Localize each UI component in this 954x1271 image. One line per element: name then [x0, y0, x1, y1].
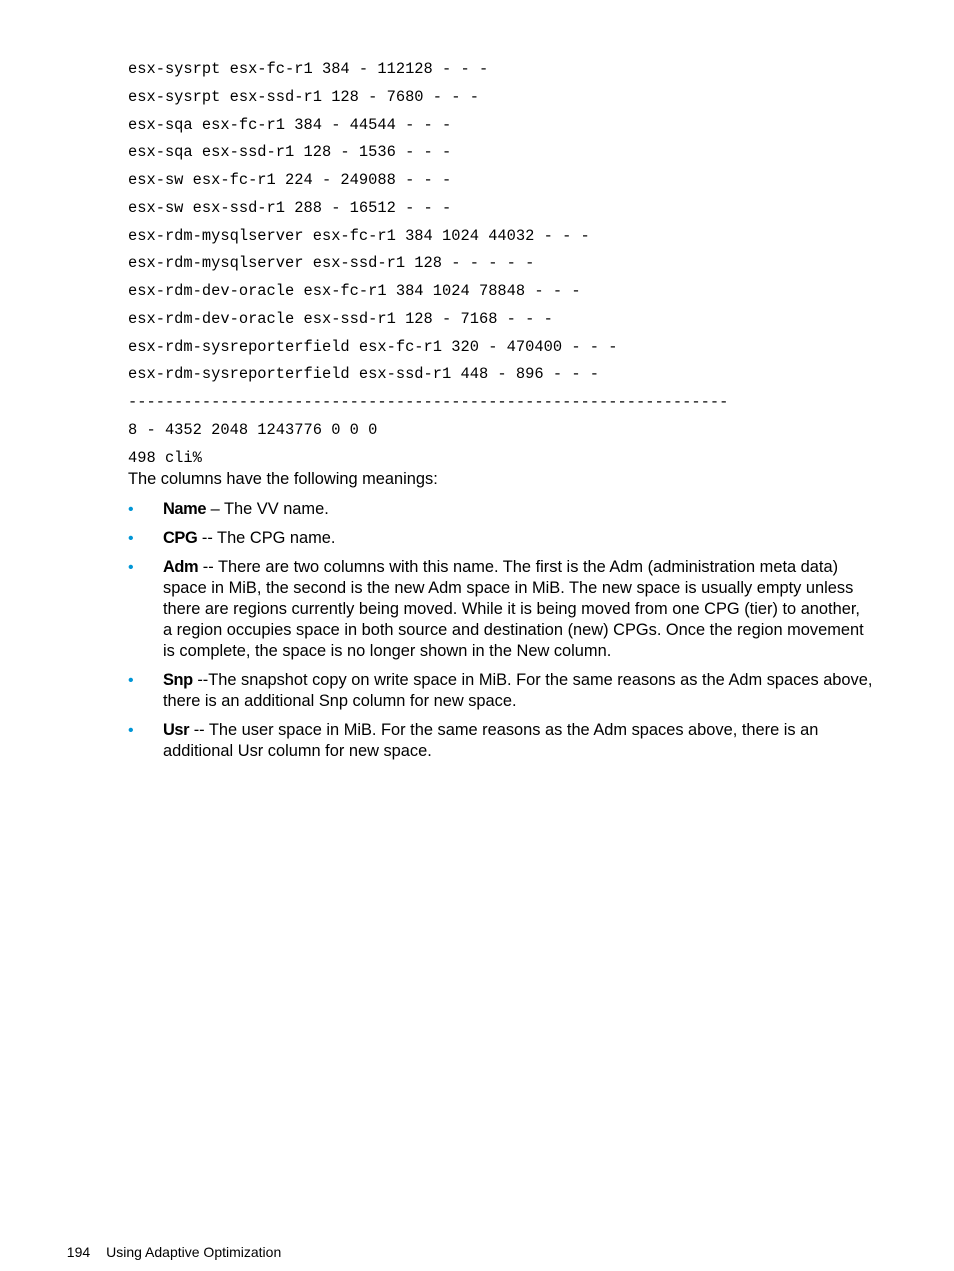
code-line: esx-sw esx-ssd-r1 288 - 16512 - - -	[128, 198, 452, 217]
list-item	[128, 557, 873, 662]
list-item	[128, 528, 873, 549]
intro-text: The columns have the following meanings:	[128, 470, 438, 488]
column-term: CPG	[163, 529, 198, 547]
column-description: -- The user space in MiB. For the same reasons as the Adm spaces above, there is an additional Usr column for new space.	[163, 721, 819, 760]
bullet-icon: •	[128, 722, 134, 739]
column-descriptions	[128, 469, 873, 770]
column-term: Snp	[163, 671, 193, 689]
column-description: – The VV name.	[206, 500, 329, 518]
cli-output	[128, 56, 728, 472]
code-line: esx-rdm-mysqlserver esx-fc-r1 384 1024 44032 - - -	[128, 226, 590, 245]
code-line: esx-rdm-dev-oracle esx-fc-r1 384 1024 78848 - - -	[128, 282, 581, 300]
bullet-icon: •	[128, 559, 134, 576]
code-line: esx-sqa esx-fc-r1 384 - 44544 - - -	[128, 115, 452, 134]
cli-prompt: 498 cli%	[128, 448, 202, 467]
code-totals-line: 8 - 4352 2048 1243776 0 0 0	[128, 420, 378, 439]
code-line: esx-rdm-sysreporterfield esx-fc-r1 320 - 470400 - - -	[128, 337, 618, 356]
bullet-icon: •	[128, 530, 134, 547]
page-number: 194	[66, 1244, 91, 1260]
column-description: -- The CPG name.	[197, 529, 336, 547]
column-list	[128, 499, 873, 762]
column-term: Adm	[163, 558, 199, 576]
column-description: --The snapshot copy on write space in MiB. For the same reasons as the Adm spaces above, there is an additional Snp column for new space.	[163, 671, 873, 710]
page-footer	[59, 1222, 281, 1262]
code-separator: -----------------------------------------------------------------	[128, 393, 729, 411]
code-line: esx-rdm-sysreporterfield esx-ssd-r1 448 - 896 - - -	[128, 365, 600, 384]
column-description: -- There are two columns with this name. The first is the Adm (administration meta data) space in MiB, the second is the new Adm space in MiB. The new space is usually empty unless there are regions currently being moved. While it is being moved from one CPG (tier) to another, a region occupies space in both source and destination (new) CPGs. Once the region movement is complete, the space is no longer shown in the New column.	[163, 558, 864, 660]
code-line: esx-sysrpt esx-ssd-r1 128 - 7680 - - -	[128, 87, 479, 106]
bullet-icon: •	[128, 672, 134, 689]
code-line: esx-sysrpt esx-fc-r1 384 - 112128 - - -	[128, 60, 489, 78]
code-line: esx-rdm-dev-oracle esx-ssd-r1 128 - 7168 - - -	[128, 309, 553, 328]
list-item	[128, 670, 873, 712]
code-line: esx-sqa esx-ssd-r1 128 - 1536 - - -	[128, 143, 452, 162]
bullet-icon: •	[128, 501, 134, 518]
column-term: Usr	[163, 721, 190, 739]
column-term: Name	[163, 500, 207, 518]
footer-section-title: Using Adaptive Optimization	[106, 1244, 282, 1260]
list-item	[128, 720, 873, 762]
list-item	[128, 499, 873, 520]
code-line: esx-sw esx-fc-r1 224 - 249088 - - -	[128, 171, 452, 189]
code-line: esx-rdm-mysqlserver esx-ssd-r1 128 - - - - -	[128, 254, 535, 273]
